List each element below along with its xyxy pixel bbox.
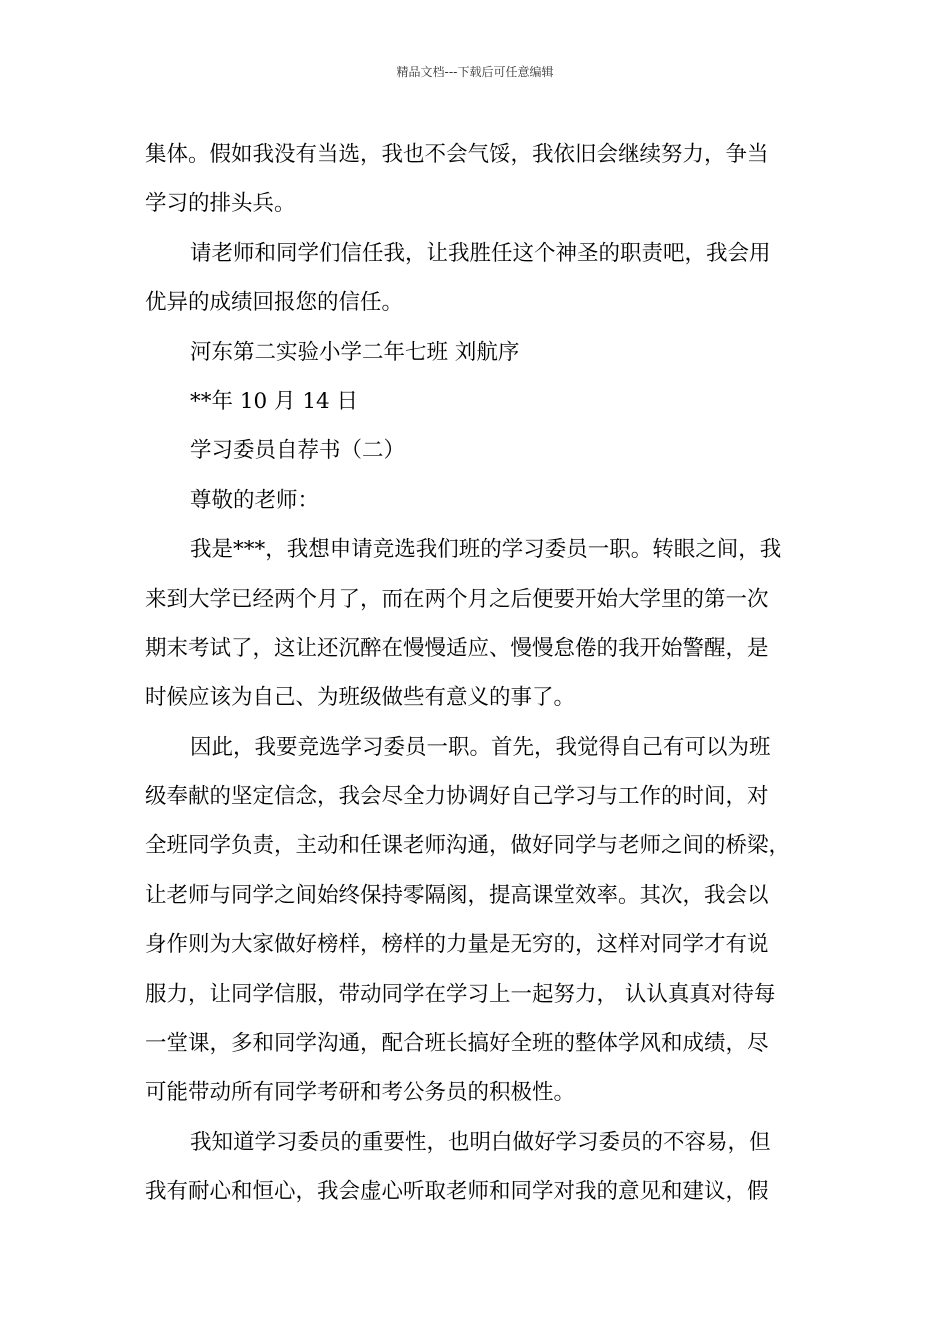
text-line: 请老师和同学们信任我，让我胜任这个神圣的职责吧，我会用 <box>190 240 771 266</box>
text-line: 全班同学负责，主动和任课老师沟通，做好同学与老师之间的桥梁， <box>145 833 791 859</box>
text-line: 学习的排头兵。 <box>145 191 296 217</box>
text-line: 来到大学已经两个月了，而在两个月之后便要开始大学里的第一次 <box>145 586 769 612</box>
text-line: **年 10 月 14 日 <box>190 388 359 414</box>
text-line: 尊敬的老师： <box>190 487 320 513</box>
text-line: 我是***，我想申请竞选我们班的学习委员一职。转眼之间，我 <box>190 537 782 563</box>
text-line: 服力，让同学信服，带动同学在学习上一起努力， 认认真真对待每 <box>145 981 776 1007</box>
text-line: 身作则为大家做好榜样，榜样的力量是无穷的，这样对同学才有说 <box>145 932 769 958</box>
text-line: 河东第二实验小学二年七班 刘航序 <box>190 339 520 365</box>
text-line: 因此，我要竞选学习委员一职。首先，我觉得自己有可以为班 <box>190 734 771 760</box>
text-line: 时候应该为自己、为班级做些有意义的事了。 <box>145 685 576 711</box>
page-header: 精品文档---下载后可任意编辑 <box>396 65 554 79</box>
text-line: 集体。假如我没有当选，我也不会气馁，我依旧会继续努力，争当 <box>145 142 769 167</box>
text-line: 可能带动所有同学考研和考公务员的积极性。 <box>145 1080 576 1106</box>
text-line: 让老师与同学之间始终保持零隔阂，提高课堂效率。其次，我会以 <box>145 882 769 908</box>
text-line: 级奉献的坚定信念，我会尽全力协调好自己学习与工作的时间，对 <box>145 784 769 810</box>
text-line: 优异的成绩回报您的信任。 <box>145 290 404 316</box>
document-body <box>145 130 810 1217</box>
text-line: 学习委员自荐书（二） <box>190 438 406 464</box>
text-line: 我知道学习委员的重要性，也明白做好学习委员的不容易，但 <box>190 1129 771 1155</box>
text-line: 我有耐心和恒心，我会虚心听取老师和同学对我的意见和建议，假 <box>145 1179 769 1205</box>
text-line: 期末考试了，这让还沉醉在慢慢适应、慢慢怠倦的我开始警醒，是 <box>145 635 769 661</box>
text-line: 一堂课，多和同学沟通，配合班长搞好全班的整体学风和成绩，尽 <box>145 1031 769 1057</box>
